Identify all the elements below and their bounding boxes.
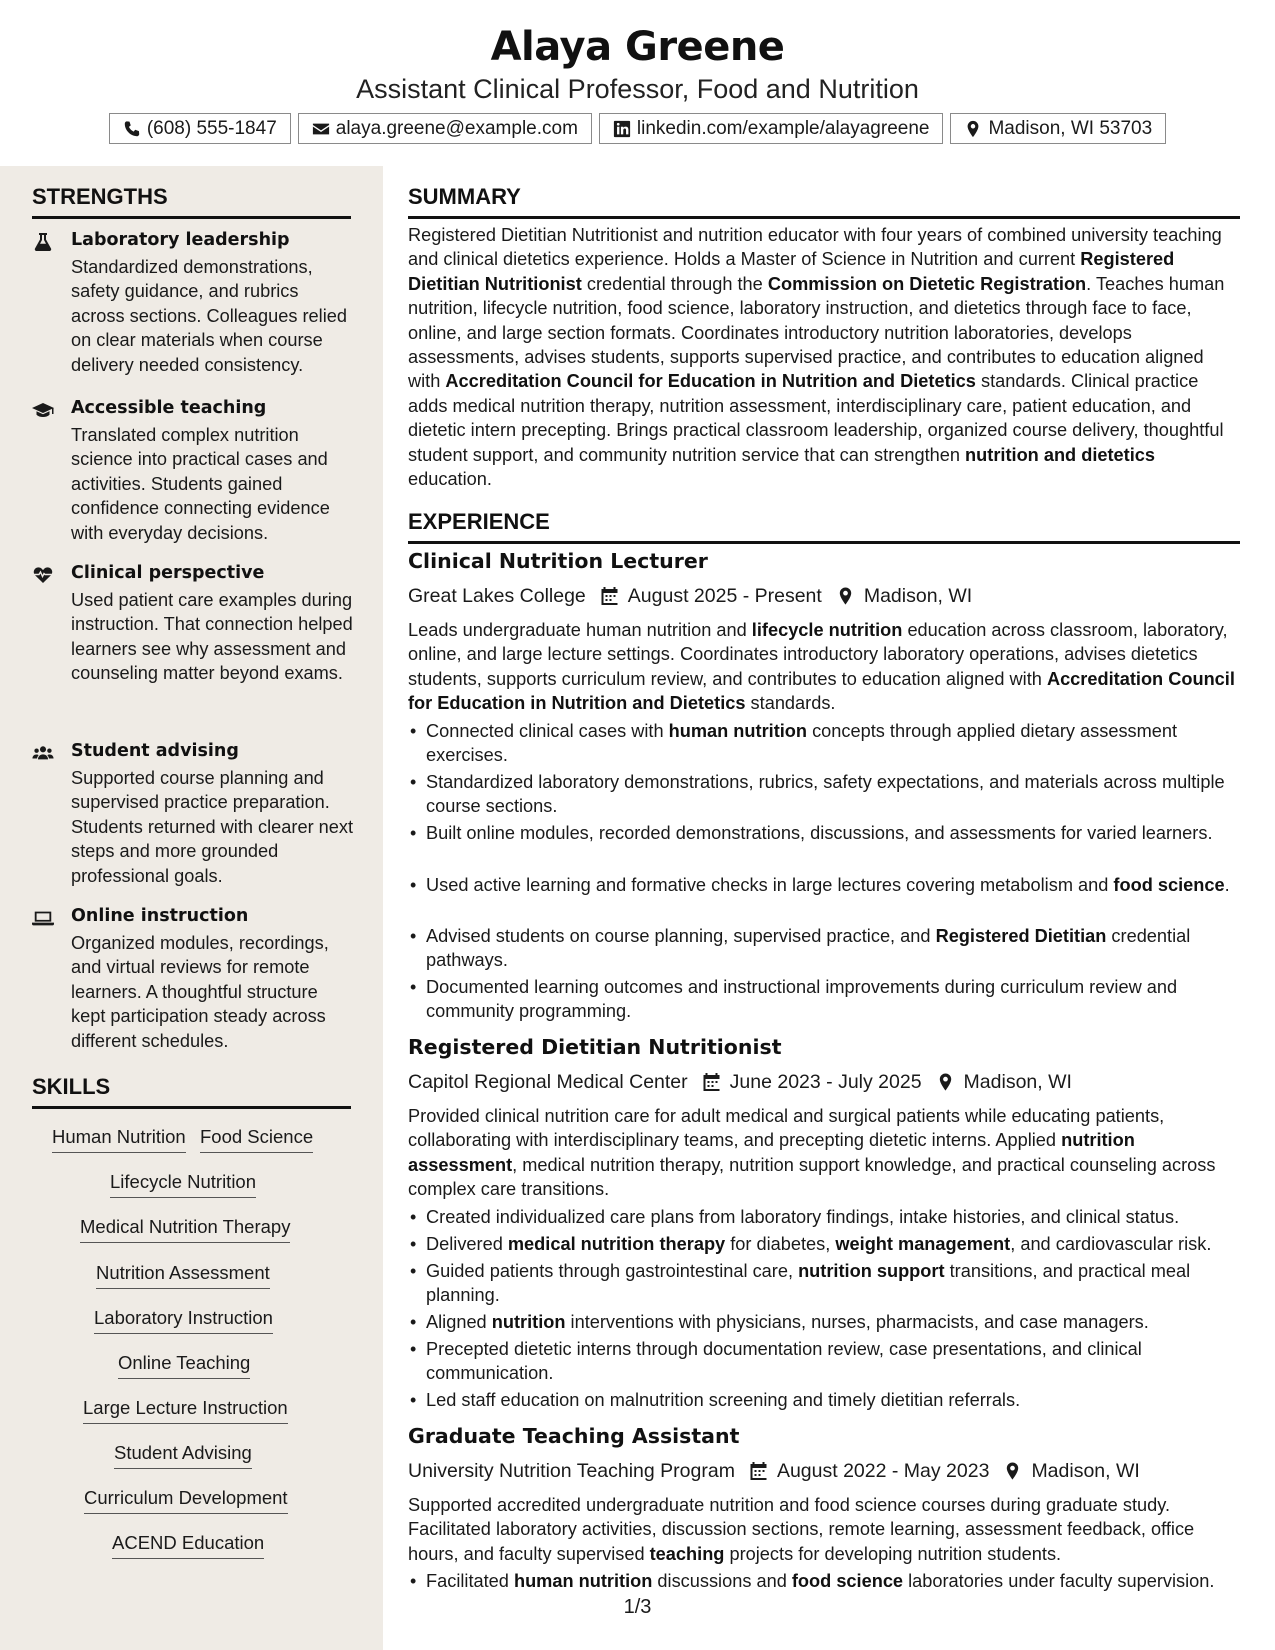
- map-pin-icon: [964, 120, 982, 138]
- strength-body: Translated complex nutrition science into practical cases and activities. Students gained confidence connecting evidence with everyday decisions.: [71, 425, 330, 543]
- job-entry: [408, 1424, 1240, 1592]
- job-meta: [408, 1455, 1240, 1487]
- map-pin-icon: [836, 586, 856, 606]
- contact-linkedin-text: linkedin.com/example/alayagreene: [636, 117, 930, 139]
- contact-bar: [0, 113, 1275, 144]
- job-description: Supported accredited undergraduate nutrition and food science courses during graduate study. Facilitated laboratory activities, discussion sections, remote learning, assessment feedback, office hours, and faculty supervised teaching projects for developing nutrition students.: [408, 1495, 1195, 1564]
- contact-location[interactable]: [950, 113, 1166, 144]
- contact-email[interactable]: [298, 113, 592, 144]
- summary-heading: SUMMARY: [408, 184, 1240, 219]
- calendar-icon: [749, 1461, 769, 1481]
- job-location: Madison, WI: [963, 1070, 1072, 1093]
- phone-icon: [123, 120, 141, 138]
- contact-linkedin[interactable]: [599, 113, 944, 144]
- skills-heading: SKILLS: [32, 1074, 351, 1109]
- job-bullet: • Led staff education on malnutrition screening and timely dietitian referrals.: [408, 1388, 1240, 1412]
- laptop-icon: [32, 908, 56, 928]
- job-title: Graduate Teaching Assistant: [408, 1424, 740, 1448]
- users-icon: [32, 743, 56, 763]
- job-location: Madison, WI: [863, 584, 973, 607]
- candidate-name: Alaya Greene: [490, 24, 785, 70]
- contact-email-text: alaya.greene@example.com: [335, 117, 578, 139]
- job-bullet: • Facilitated human nutrition discussions and food science laboratories under faculty supervision.: [408, 1569, 1240, 1593]
- map-pin-icon: [1003, 1461, 1023, 1481]
- job-bullet: • Used active learning and formative checks in large lectures covering metabolism and food science.: [408, 873, 1240, 897]
- skill-tag: Food Science: [200, 1126, 313, 1153]
- job-bullet: • Built online modules, recorded demonstrations, discussions, and assessments for varied learners.: [408, 821, 1240, 845]
- job-org: Great Lakes College: [408, 584, 586, 607]
- strength-title: Accessible teaching: [71, 398, 267, 418]
- job-bullet: • Standardized laboratory demonstrations, rubrics, safety expectations, and materials across multiple course sections.: [408, 770, 1240, 819]
- job-description: Provided clinical nutrition care for adult medical and surgical patients while educating patients, collaborating with interdisciplinary teams, and precepting dietetic interns. Applied nutrition assessment, medical nutrition therapy, nutrition support knowledge, and practical counseling across complex care transitions.: [408, 1106, 1216, 1200]
- calendar-icon: [702, 1072, 722, 1092]
- contact-phone-text: (608) 555-1847: [146, 117, 277, 139]
- job-title: Clinical Nutrition Lecturer: [408, 549, 708, 573]
- skill-tag: ACEND Education: [112, 1532, 264, 1559]
- skill-tag: Laboratory Instruction: [94, 1307, 273, 1334]
- experience-heading: EXPERIENCE: [408, 509, 1240, 544]
- strength-title: Online instruction: [71, 906, 249, 926]
- skill-tag: Curriculum Development: [84, 1487, 288, 1514]
- summary-text: Registered Dietitian Nutritionist and nutrition educator with four years of combined university teaching and clinical dietetics experience. Holds a Master of Science in Nutrition and current Registered Dietitian Nutritionist credential through the Commission on Dietetic Registration. Teaches human nutrition, lifecycle nutrition, food science, laboratory instruction, and dietetics through face to face, online, and large section formats. Coordinates introductory nutrition laboratories, develops assessments, advises students, supports supervised practice, and contributes to education aligned with Accreditation Council for Education in Nutrition and Dietetics standards. Clinical practice adds medical nutrition therapy, nutrition assessment, interdisciplinary care, patient education, and dietetic intern precepting. Brings practical classroom leadership, organized course delivery, thoughtful student support, and community nutrition service that can strengthen nutrition and dietetics education.: [408, 225, 1225, 490]
- job-meta: [408, 580, 1240, 612]
- strength-body: Used patient care examples during instruction. That connection helped learners see why assessment and counseling matter beyond exams.: [71, 590, 353, 684]
- skill-tag: Lifecycle Nutrition: [110, 1171, 256, 1198]
- job-bullet: • Advised students on course planning, supervised practice, and Registered Dietitian credential pathways.: [408, 924, 1240, 973]
- job-dates: August 2025 - Present: [627, 584, 822, 607]
- sidebar: [0, 166, 383, 1650]
- job-org: Capitol Regional Medical Center: [408, 1070, 688, 1093]
- skill-tag: Online Teaching: [118, 1352, 250, 1379]
- job-bullet: • Created individualized care plans from laboratory findings, intake histories, and clinical status.: [408, 1205, 1240, 1229]
- resume-header: [0, 0, 1275, 166]
- strength-body: Standardized demonstrations, safety guidance, and rubrics across sections. Colleagues relied on clear materials when course delivery needed consistency.: [71, 257, 347, 375]
- skill-tag: Student Advising: [114, 1442, 252, 1469]
- graduation-cap-icon: [32, 400, 56, 420]
- job-bullet: • Connected clinical cases with human nutrition concepts through applied dietary assessment exercises.: [408, 719, 1240, 768]
- job-meta: [408, 1066, 1240, 1098]
- linkedin-icon: [613, 120, 631, 138]
- job-description: Leads undergraduate human nutrition and lifecycle nutrition education across classroom, laboratory, online, and large lecture settings. Coordinates introductory laboratory operations, advises dietetics students, supports curriculum review, and contributes to education aligned with Accreditation Council for Education in Nutrition and Dietetics standards.: [408, 620, 1235, 714]
- strength-body: Supported course planning and supervised practice preparation. Students returned with clearer next steps and more grounded professional goals.: [71, 768, 354, 886]
- job-dates: June 2023 - July 2025: [729, 1070, 922, 1093]
- skill-tag: Large Lecture Instruction: [83, 1397, 288, 1424]
- page-number: 1/3: [623, 1596, 652, 1618]
- job-entry: [408, 549, 1240, 1022]
- flask-icon: [32, 232, 56, 252]
- skill-tag: Human Nutrition: [52, 1126, 186, 1153]
- heartbeat-icon: [32, 565, 56, 585]
- strength-title: Student advising: [71, 741, 239, 761]
- contact-phone[interactable]: [109, 113, 291, 144]
- job-bullet: • Aligned nutrition interventions with physicians, nurses, pharmacists, and case managers.: [408, 1310, 1240, 1334]
- map-pin-icon: [936, 1072, 956, 1092]
- candidate-role: Assistant Clinical Professor, Food and Nutrition: [356, 74, 919, 104]
- strength-body: Organized modules, recordings, and virtual reviews for remote learners. A thoughtful structure kept participation steady across different schedules.: [71, 933, 329, 1051]
- job-entry: [408, 1035, 1240, 1410]
- skill-tag: Nutrition Assessment: [96, 1262, 270, 1289]
- calendar-icon: [600, 586, 620, 606]
- skill-tag: Medical Nutrition Therapy: [80, 1216, 290, 1243]
- envelope-icon: [312, 120, 330, 138]
- strength-title: Clinical perspective: [71, 563, 265, 583]
- job-title: Registered Dietitian Nutritionist: [408, 1035, 782, 1059]
- contact-location-text: Madison, WI 53703: [988, 117, 1153, 139]
- job-bullet: • Delivered medical nutrition therapy for diabetes, weight management, and cardiovascular risk.: [408, 1232, 1240, 1256]
- job-bullet: • Precepted dietetic interns through documentation review, case presentations, and clinical communication.: [408, 1337, 1240, 1386]
- strength-title: Laboratory leadership: [71, 230, 290, 250]
- job-dates: August 2022 - May 2023: [776, 1459, 990, 1482]
- job-bullet: • Guided patients through gastrointestinal care, nutrition support transitions, and practical meal planning.: [408, 1259, 1240, 1308]
- job-org: University Nutrition Teaching Program: [408, 1459, 735, 1482]
- job-location: Madison, WI: [1031, 1459, 1140, 1482]
- job-bullet: • Documented learning outcomes and instructional improvements during curriculum review and community programming.: [408, 975, 1240, 1024]
- strengths-heading: STRENGTHS: [32, 184, 351, 219]
